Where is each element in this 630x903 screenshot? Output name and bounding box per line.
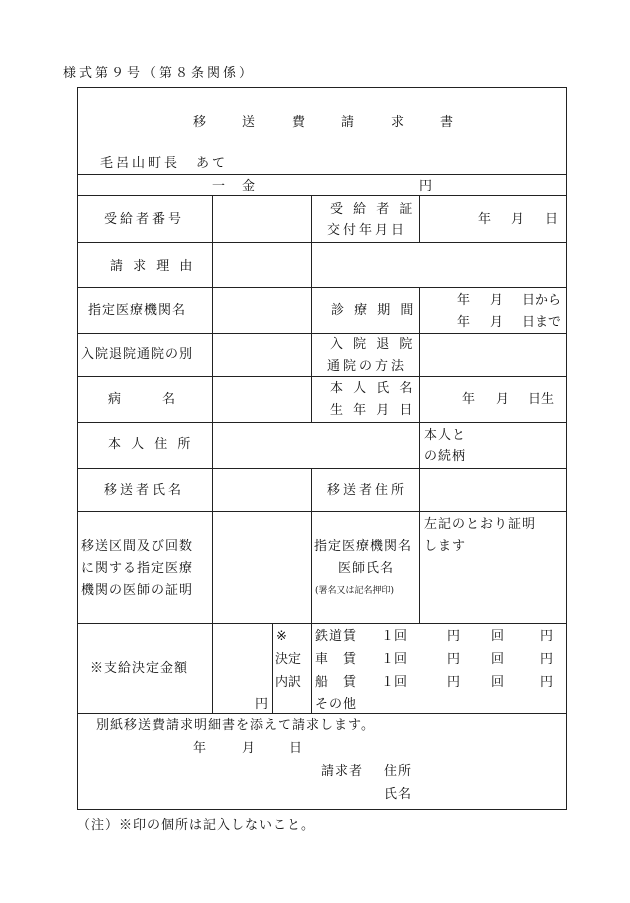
label-cert: 機関の医師の証明	[81, 583, 194, 598]
title-char: 書	[440, 115, 454, 130]
breakdown-times: 回	[491, 629, 505, 644]
institution-field[interactable]	[215, 290, 308, 331]
footnote: （注）※印の個所は記入しないこと。	[77, 818, 316, 833]
amount-field[interactable]	[260, 178, 410, 192]
footer-statement: 別紙移送費請求明細書を添えて請求します。	[96, 718, 375, 733]
label-method: 入 院 退 院	[330, 337, 416, 352]
period-to-day: 日まで	[522, 315, 562, 330]
label-transporter-name: 移送者氏名	[104, 483, 185, 498]
label-cert-inst: (署名又は記名押印)	[315, 586, 395, 596]
form-number: 様式第９号（第８条関係）	[63, 66, 256, 81]
period-from-year: 年	[457, 293, 471, 308]
label-certify: 左記のとおり証明	[424, 517, 537, 532]
birth-year: 年	[462, 392, 476, 407]
grid-line	[77, 511, 567, 512]
breakdown-item: 船 賃	[315, 675, 358, 690]
label-cert-inst: 医師氏名	[338, 561, 395, 576]
period-to-month: 月	[490, 315, 504, 330]
label-inout: 入院退院通院の別	[81, 347, 194, 362]
address-field[interactable]	[215, 425, 416, 466]
breakdown-item: 鉄道賃	[315, 629, 358, 644]
label-method: 通院の方法	[327, 359, 408, 374]
grid-line	[77, 468, 567, 469]
breakdown-times: 回	[491, 652, 505, 667]
grid-line	[77, 623, 567, 624]
label-payment: ※支給決定金額	[90, 661, 189, 676]
label-recipient-number: 受給者番号	[104, 212, 185, 227]
payment-yen: 円	[255, 697, 269, 712]
label-person: 本 人 氏 名	[330, 381, 416, 396]
label-decision: ※	[276, 629, 287, 644]
label-disease: 病 名	[108, 392, 181, 407]
label-person: 生 年 月 日	[330, 403, 416, 418]
period-from-month: 月	[490, 293, 504, 308]
footer-day: 日	[289, 741, 303, 756]
recipient-number-field[interactable]	[215, 198, 308, 240]
grid-line	[77, 195, 567, 196]
breakdown-count: １回	[381, 675, 408, 690]
label-treatment-period: 診 療 期 間	[331, 303, 417, 318]
transporter-name-field[interactable]	[215, 471, 308, 509]
footer-month: 月	[242, 741, 256, 756]
label-relation: 本人と	[424, 428, 467, 443]
birth-month: 月	[496, 392, 510, 407]
breakdown-yen: 円	[540, 629, 554, 644]
claimant-address-field[interactable]	[418, 762, 558, 778]
label-relation: の続柄	[424, 449, 467, 464]
date-day: 日	[545, 212, 559, 227]
claimant-name-field[interactable]	[418, 785, 558, 801]
breakdown-yen: 円	[447, 675, 461, 690]
grid-line	[212, 195, 213, 713]
disease-field[interactable]	[215, 379, 308, 420]
label-decision: 内訳	[275, 675, 302, 690]
footer-claimant: 請求者	[321, 764, 364, 779]
title-char: 請	[341, 115, 355, 130]
grid-line	[77, 422, 567, 423]
footer-name-label: 氏名	[384, 787, 413, 802]
breakdown-yen: 円	[447, 652, 461, 667]
footer-year: 年	[193, 741, 207, 756]
breakdown-count: １回	[381, 652, 408, 667]
grid-line	[272, 623, 273, 713]
transporter-addr-field[interactable]	[422, 471, 563, 509]
title-char: 移	[193, 115, 207, 130]
period-to-year: 年	[457, 315, 471, 330]
label-cert-inst: 指定医療機関名	[314, 539, 413, 554]
breakdown-yen: 円	[447, 629, 461, 644]
label-cert-issue: 交付年月日	[327, 223, 408, 238]
payment-field[interactable]	[215, 626, 269, 696]
label-cert: に関する指定医療	[81, 561, 194, 576]
grid-line	[77, 333, 567, 334]
method-field[interactable]	[422, 336, 563, 374]
breakdown-yen: 円	[540, 675, 554, 690]
label-institution: 指定医療機関名	[88, 303, 187, 318]
reason-field[interactable]	[215, 245, 563, 285]
cert-field[interactable]	[215, 514, 308, 620]
grid-line	[311, 195, 312, 423]
birth-day: 日生	[528, 392, 555, 407]
date-month: 月	[511, 212, 525, 227]
label-cert: 移送区間及び回数	[81, 539, 194, 554]
grid-line	[311, 468, 312, 713]
title-char: 求	[391, 115, 405, 130]
title-char: 送	[242, 115, 256, 130]
breakdown-item: 車 賃	[315, 652, 358, 667]
addressee: 毛呂山町長 あて	[100, 156, 229, 171]
grid-line	[77, 713, 567, 714]
grid-line	[77, 376, 567, 377]
label-cert-issue: 受 給 者 証	[330, 202, 416, 217]
grid-line	[419, 287, 420, 623]
title-char: 費	[292, 115, 306, 130]
grid-line	[77, 287, 567, 288]
label-address: 本 人 住 所	[108, 437, 194, 452]
breakdown-yen: 円	[540, 652, 554, 667]
grid-line	[419, 195, 420, 243]
label-decision: 決定	[275, 652, 302, 667]
date-year: 年	[478, 212, 492, 227]
amount-unit: 円	[419, 179, 433, 194]
amount-prefix: 一 金	[212, 179, 258, 194]
grid-line	[77, 242, 567, 243]
breakdown-item: その他	[315, 697, 358, 712]
inout-field[interactable]	[215, 336, 308, 374]
label-transporter-addr: 移送者住所	[327, 483, 408, 498]
period-from-day: 日から	[522, 293, 562, 308]
breakdown-times: 回	[491, 675, 505, 690]
label-certify: します	[424, 539, 467, 554]
footer-address-label: 住所	[384, 764, 413, 779]
grid-line	[77, 174, 567, 175]
label-reason: 請 求 理 由	[110, 259, 196, 274]
breakdown-count: １回	[381, 629, 408, 644]
